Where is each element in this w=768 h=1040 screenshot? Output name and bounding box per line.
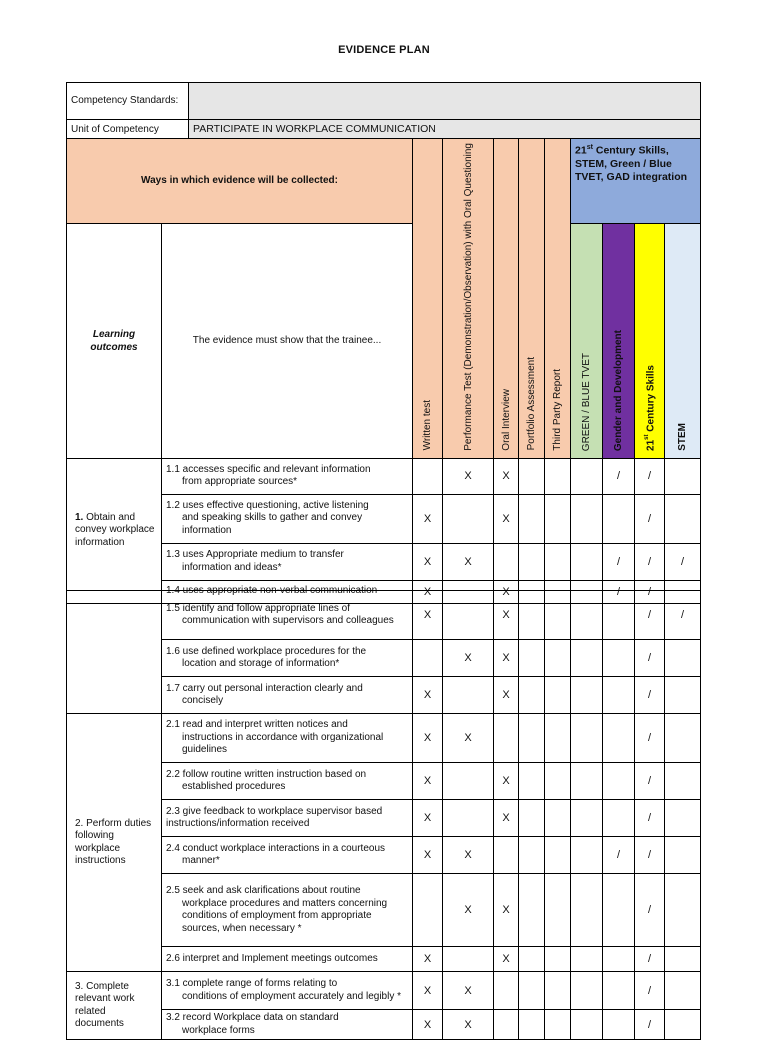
criterion-text: [162, 837, 413, 874]
criterion-continuation: instructions in accordance with organizational guidelines: [182, 731, 384, 756]
criterion-first-line: 1.4 uses appropriate non-verbal communication: [166, 585, 378, 597]
mark-cell: [571, 543, 603, 580]
unit-of-competency-label: Unit of Competency: [67, 120, 189, 139]
mark-cell: [494, 837, 519, 874]
criterion-first-line: 1.6 use defined workplace procedures for the: [166, 645, 367, 657]
col-portfolio-assessment: Portfolio Assessment: [519, 139, 545, 459]
table-row: [67, 874, 701, 947]
criterion-text: [162, 800, 413, 837]
criterion-text: [162, 458, 413, 494]
learning-outcome-cell: 1. Obtain and convey workplace information: [67, 458, 162, 603]
mark-cell: [519, 947, 545, 972]
mark-cell: X: [413, 763, 443, 800]
mark-cell: [603, 874, 635, 947]
mark-cell: X: [494, 874, 519, 947]
mark-cell: [519, 972, 545, 1010]
mark-cell: X: [494, 591, 519, 640]
mark-cell: [494, 1010, 519, 1040]
mark-cell: [571, 494, 603, 543]
criterion-first-line: 3.2 record Workplace data on standard: [166, 1012, 339, 1023]
mark-cell: X: [443, 640, 494, 677]
criterion-first-line: 2.4 conduct workplace interactions in a courteous: [166, 842, 386, 854]
criterion-text: [162, 763, 413, 800]
table-row: [67, 763, 701, 800]
mark-cell: [545, 800, 571, 837]
mark-cell: [545, 837, 571, 874]
evidence-table-bottom: [66, 590, 701, 1040]
table-row: [67, 543, 701, 580]
col-third-party-report: Third Party Report: [545, 139, 571, 459]
mark-cell: /: [635, 714, 665, 763]
mark-cell: [571, 591, 603, 640]
criterion-continuation: workplace procedures and matters concerning conditions of employment from appropriate sources, when necessary *: [182, 897, 388, 934]
mark-cell: /: [603, 837, 635, 874]
mark-cell: /: [635, 972, 665, 1010]
mark-cell: X: [413, 714, 443, 763]
mark-cell: /: [635, 494, 665, 543]
mark-cell: X: [413, 1010, 443, 1040]
competency-header-table: [66, 82, 701, 139]
mark-cell: [519, 591, 545, 640]
criterion-continuation: concisely: [182, 695, 224, 706]
table-row: [67, 800, 701, 837]
mark-cell: [571, 763, 603, 800]
mark-cell: [603, 714, 635, 763]
mark-cell: /: [635, 800, 665, 837]
mark-cell: [519, 458, 545, 494]
mark-cell: /: [635, 947, 665, 972]
mark-cell: [571, 458, 603, 494]
criterion-first-line: 1.1 accesses specific and relevant information: [166, 463, 371, 475]
criterion-continuation: and speaking skills to gather and convey information: [182, 512, 363, 536]
learning-outcome-cell: [67, 591, 162, 714]
table-row: [67, 458, 701, 494]
mark-cell: [571, 800, 603, 837]
mark-cell: /: [635, 580, 665, 603]
criterion-first-line: 2.5 seek and ask clarifications about routine: [166, 885, 361, 896]
mark-cell: X: [443, 458, 494, 494]
mark-cell: [571, 972, 603, 1010]
mark-cell: [571, 1010, 603, 1040]
table-row: [67, 714, 701, 763]
mark-cell: [665, 972, 701, 1010]
mark-cell: [603, 763, 635, 800]
criterion-first-line: 1.3 uses Appropriate medium to transfer: [166, 549, 344, 561]
evidence-table-top: [66, 138, 701, 604]
mark-cell: [519, 874, 545, 947]
mark-cell: [545, 714, 571, 763]
mark-cell: [519, 763, 545, 800]
criterion-text: [162, 494, 413, 543]
mark-cell: /: [665, 591, 701, 640]
mark-cell: [519, 543, 545, 580]
criterion-text: [162, 640, 413, 677]
mark-cell: /: [635, 677, 665, 714]
col-green-blue-tvet: GREEN / BLUE TVET: [571, 223, 603, 458]
mark-cell: X: [413, 543, 443, 580]
criterion-first-line: 1.5 identify and follow appropriate lines of: [166, 602, 351, 614]
criterion-text: [162, 947, 413, 972]
mark-cell: /: [635, 874, 665, 947]
criterion-continuation: conditions of employment accurately and legibly *: [182, 990, 402, 1002]
mark-cell: [665, 714, 701, 763]
mark-cell: /: [635, 543, 665, 580]
mark-cell: [413, 874, 443, 947]
page-title: EVIDENCE PLAN: [338, 44, 430, 56]
mark-cell: [665, 874, 701, 947]
table-row: [67, 1010, 701, 1040]
mark-cell: [519, 1010, 545, 1040]
mark-cell: /: [635, 458, 665, 494]
mark-cell: X: [413, 591, 443, 640]
mark-cell: X: [413, 947, 443, 972]
mark-cell: [545, 494, 571, 543]
criterion-first-line: 2.1 read and interpret written notices and: [166, 719, 348, 731]
mark-cell: X: [494, 458, 519, 494]
criterion-first-line: 3.1 complete range of forms relating to: [166, 978, 338, 989]
mark-cell: X: [413, 972, 443, 1010]
mark-cell: /: [635, 1010, 665, 1040]
table-row: [67, 677, 701, 714]
table-row: [67, 591, 701, 640]
mark-cell: [545, 640, 571, 677]
mark-cell: [519, 837, 545, 874]
mark-cell: X: [494, 763, 519, 800]
mark-cell: X: [443, 543, 494, 580]
table-row: [67, 494, 701, 543]
mark-cell: X: [443, 972, 494, 1010]
table-row: [67, 972, 701, 1010]
mark-cell: /: [603, 458, 635, 494]
mark-cell: [665, 763, 701, 800]
col-gender-development: Gender and Development: [603, 223, 635, 458]
criterion-text: [162, 714, 413, 763]
mark-cell: [603, 800, 635, 837]
unit-of-competency-value: PARTICIPATE IN WORKPLACE COMMUNICATION: [189, 120, 701, 139]
criterion-continuation: information and ideas*: [182, 561, 282, 573]
competency-standards-label: Competency Standards:: [67, 83, 189, 120]
learning-outcomes-header: Learning outcomes: [67, 223, 162, 458]
mark-cell: [413, 458, 443, 494]
table-row: [67, 837, 701, 874]
criterion-first-line: 1.7 carry out personal interaction clearly and: [166, 682, 363, 694]
col-stem: STEM: [665, 223, 701, 458]
mark-cell: [665, 677, 701, 714]
mark-cell: [545, 1010, 571, 1040]
mark-cell: /: [635, 837, 665, 874]
mark-cell: [571, 837, 603, 874]
mark-cell: [443, 591, 494, 640]
mark-cell: [665, 640, 701, 677]
mark-cell: [519, 494, 545, 543]
criterion-continuation: instructions/information received: [166, 818, 310, 829]
mark-cell: [603, 972, 635, 1010]
mark-cell: [665, 947, 701, 972]
learning-outcome-cell: 3. Complete relevant work related documents: [67, 972, 162, 1040]
mark-cell: X: [443, 874, 494, 947]
mark-cell: [519, 714, 545, 763]
mark-cell: X: [413, 494, 443, 543]
criterion-continuation: communication with supervisors and colleagues: [182, 615, 394, 626]
mark-cell: [494, 543, 519, 580]
mark-cell: [545, 677, 571, 714]
criterion-text: [162, 543, 413, 580]
mark-cell: X: [413, 580, 443, 603]
mark-cell: X: [494, 494, 519, 543]
mark-cell: [665, 494, 701, 543]
mark-cell: [443, 763, 494, 800]
mark-cell: [519, 677, 545, 714]
criterion-text: [162, 677, 413, 714]
criterion-continuation: workplace forms: [182, 1024, 255, 1036]
learning-outcome-cell: 2. Perform duties following workplace instructions: [67, 714, 162, 972]
criterion-text: [162, 972, 413, 1010]
mark-cell: X: [413, 837, 443, 874]
mark-cell: [571, 677, 603, 714]
mark-cell: /: [635, 591, 665, 640]
mark-cell: [443, 494, 494, 543]
mark-cell: [494, 972, 519, 1010]
criterion-continuation: location and storage of information*: [182, 658, 340, 669]
mark-cell: [545, 543, 571, 580]
mark-cell: [443, 947, 494, 972]
mark-cell: /: [665, 543, 701, 580]
criterion-continuation: manner*: [182, 855, 220, 866]
ways-evidence-collected-header: Ways in which evidence will be collected:: [67, 139, 413, 224]
mark-cell: [545, 591, 571, 640]
mark-cell: [545, 874, 571, 947]
criterion-continuation: from appropriate sources*: [182, 476, 298, 488]
mark-cell: [603, 677, 635, 714]
mark-cell: X: [443, 1010, 494, 1040]
mark-cell: /: [603, 580, 635, 603]
col-oral-interview: Oral Interview: [494, 139, 519, 459]
mark-cell: [494, 714, 519, 763]
col-written-test: Written test: [413, 139, 443, 459]
mark-cell: [571, 947, 603, 972]
criterion-text: [162, 591, 413, 640]
mark-cell: [603, 494, 635, 543]
mark-cell: X: [413, 677, 443, 714]
mark-cell: [665, 837, 701, 874]
mark-cell: [571, 714, 603, 763]
mark-cell: [571, 640, 603, 677]
mark-cell: [443, 677, 494, 714]
mark-cell: /: [635, 640, 665, 677]
mark-cell: [443, 800, 494, 837]
mark-cell: [545, 972, 571, 1010]
mark-cell: X: [494, 947, 519, 972]
criterion-text: [162, 1010, 413, 1040]
mark-cell: [571, 874, 603, 947]
mark-cell: X: [443, 714, 494, 763]
mark-cell: X: [443, 837, 494, 874]
mark-cell: [603, 591, 635, 640]
col-21st-century-skills: 21st Century Skills: [635, 223, 665, 458]
col-performance-test: Performance Test (Demonstration/Observation) with Oral Questioning: [443, 139, 494, 459]
criterion-continuation: established procedures: [182, 781, 286, 792]
mark-cell: /: [603, 543, 635, 580]
table-row: [67, 640, 701, 677]
mark-cell: [665, 1010, 701, 1040]
mark-cell: [545, 763, 571, 800]
criterion-first-line: 1.2 uses effective questioning, active listening: [166, 499, 369, 511]
mark-cell: [545, 947, 571, 972]
mark-cell: [665, 458, 701, 494]
mark-cell: X: [413, 800, 443, 837]
criterion-text: [162, 874, 413, 947]
competency-standards-value: [189, 83, 701, 120]
mark-cell: [545, 458, 571, 494]
century-skills-header: 21st Century Skills, STEM, Green / Blue TVET, GAD integration: [571, 139, 701, 224]
criterion-first-line: 2.3 give feedback to workplace supervisor based: [166, 805, 383, 817]
mark-cell: [603, 1010, 635, 1040]
mark-cell: [665, 800, 701, 837]
mark-cell: [603, 640, 635, 677]
table-row: [67, 947, 701, 972]
criterion-first-line: 2.6 interpret and Implement meetings outcomes: [166, 952, 378, 964]
evidence-must-show-header: The evidence must show that the trainee...: [162, 223, 413, 458]
mark-cell: [603, 947, 635, 972]
mark-cell: X: [494, 800, 519, 837]
mark-cell: [413, 640, 443, 677]
mark-cell: [519, 640, 545, 677]
mark-cell: [519, 800, 545, 837]
mark-cell: X: [494, 580, 519, 603]
mark-cell: X: [494, 640, 519, 677]
criterion-first-line: 2.2 follow routine written instruction based on: [166, 768, 367, 780]
mark-cell: X: [494, 677, 519, 714]
mark-cell: /: [635, 763, 665, 800]
